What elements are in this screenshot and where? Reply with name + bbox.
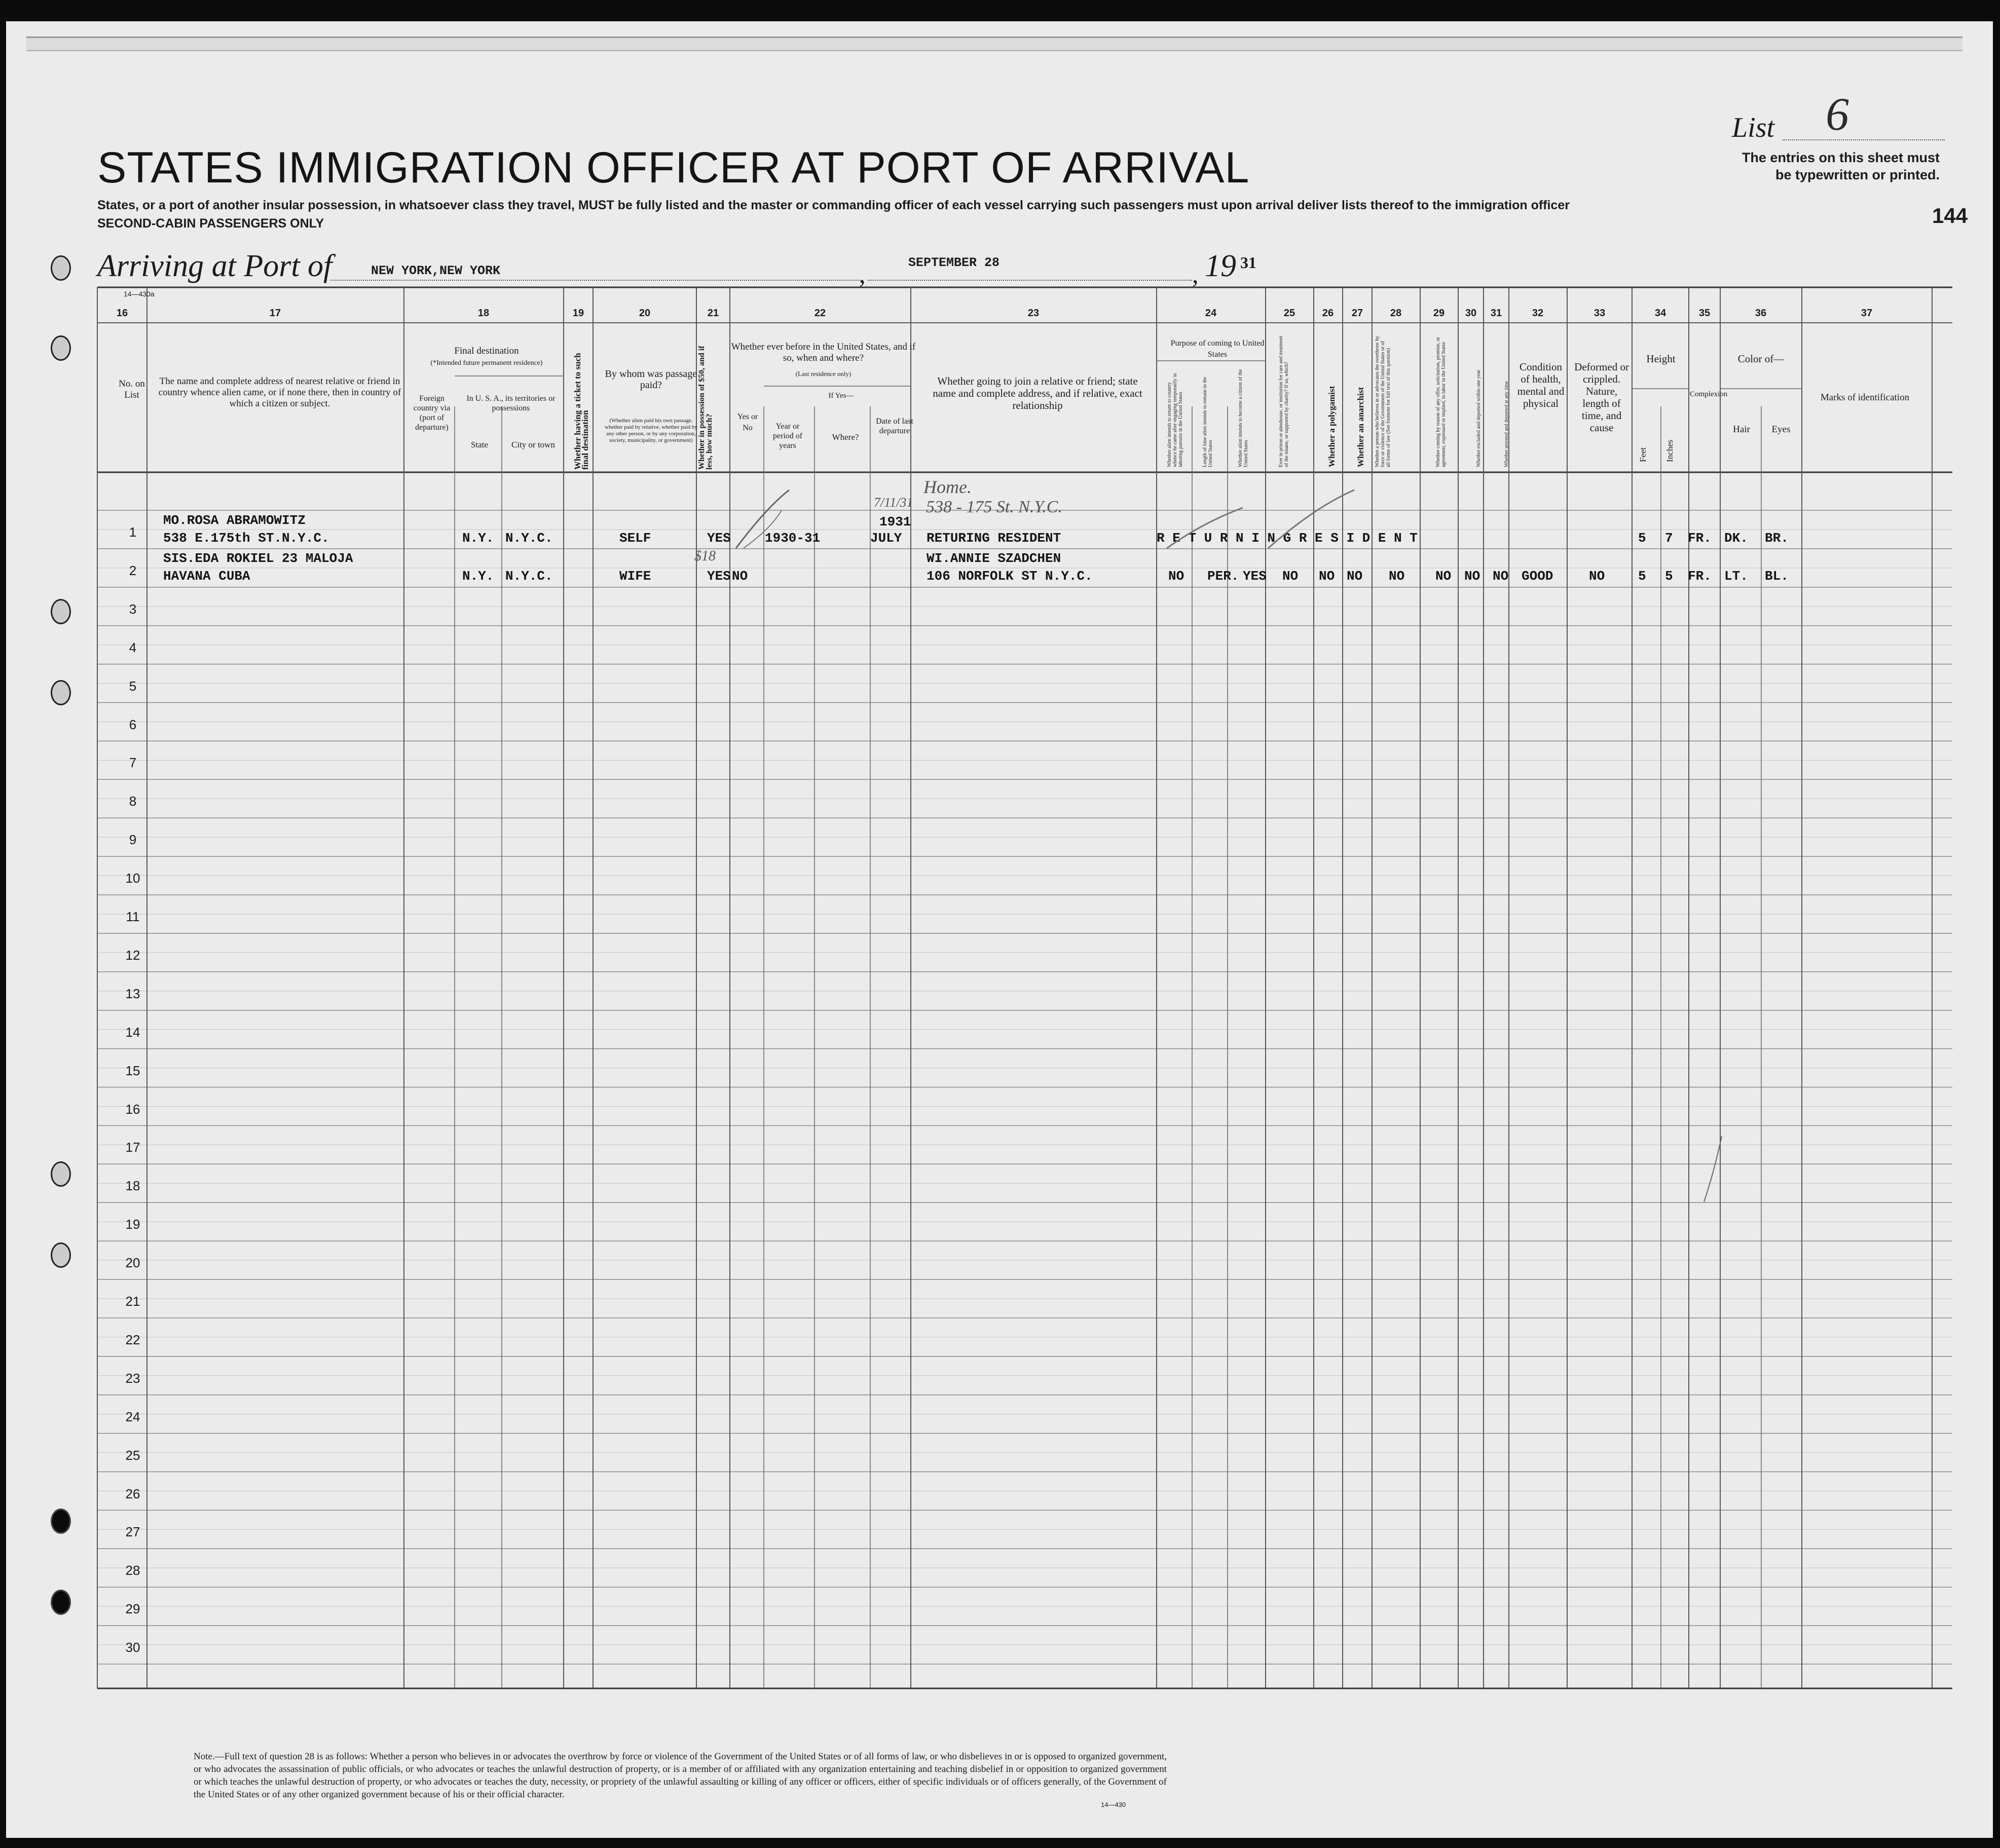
column-number: 36 bbox=[1755, 308, 1767, 319]
pencil-stroke bbox=[1268, 490, 1354, 548]
row-number: 27 bbox=[125, 1524, 140, 1540]
entry-1-state: N.Y. bbox=[462, 531, 494, 546]
header-state: State bbox=[471, 440, 488, 449]
form-number: 14—430a bbox=[124, 290, 155, 298]
header-health: Condition of health, mental and physical bbox=[1517, 361, 1565, 409]
entry-2-join-line-1: WI.ANNIE SZADCHEN bbox=[927, 551, 1061, 566]
row-number: 8 bbox=[129, 794, 137, 809]
year-suffix: 31 bbox=[1240, 253, 1256, 272]
entry-2-complexion: FR. bbox=[1688, 569, 1712, 584]
header-purpose-citizen: Whether alien intends to become a citizen of the United States bbox=[1238, 369, 1249, 467]
entry-2-length: PER. bbox=[1207, 569, 1239, 584]
entry-2-eyes: BL. bbox=[1765, 569, 1789, 584]
entry-1-relative-line-1: MO.ROSA ABRAMOWITZ bbox=[163, 513, 306, 528]
column-number: 16 bbox=[116, 308, 128, 319]
header-feet: Feet bbox=[1638, 447, 1648, 462]
binder-hole bbox=[51, 1590, 71, 1615]
row-number: 22 bbox=[125, 1332, 140, 1347]
entry-1-eyes: BR. bbox=[1765, 531, 1789, 546]
header-relative: The name and complete address of nearest relative or friend in country whence alien came, or if none there, then in country of which a citizen or subject. bbox=[158, 376, 401, 409]
binder-hole bbox=[51, 1508, 71, 1534]
header-last-residence: (Last residence only) bbox=[795, 370, 851, 378]
row-number: 5 bbox=[129, 678, 137, 694]
row-number: 30 bbox=[125, 1640, 140, 1655]
column-number: 30 bbox=[1465, 308, 1477, 319]
column-number: 29 bbox=[1433, 308, 1445, 319]
header-offer: Whether coming by reason of any offer, solicitation, promise, or agreement, expressed or implied, to labor in the United States bbox=[1435, 336, 1447, 467]
entry-2-arrested: NO bbox=[1493, 569, 1509, 584]
column-number: 32 bbox=[1532, 308, 1544, 319]
header-prison: Ever in prison or almshouse, or institution for care and treatment of the insane, or supported by charity? If so, which? bbox=[1278, 335, 1289, 467]
binder-hole bbox=[51, 1242, 71, 1268]
entry-2-before: NO bbox=[732, 569, 748, 584]
entry-1-period: 1930-31 bbox=[765, 531, 821, 546]
column-number: 20 bbox=[639, 308, 651, 319]
header-height: Height bbox=[1646, 353, 1676, 365]
comma: , bbox=[859, 260, 866, 288]
entry-2-health: GOOD bbox=[1522, 569, 1553, 584]
subtitle-line-2: SECOND-CABIN PASSENGERS ONLY bbox=[97, 216, 324, 231]
pencil-stroke bbox=[1704, 1136, 1722, 1202]
column-number: 34 bbox=[1654, 308, 1666, 319]
row-number: 10 bbox=[125, 871, 140, 886]
entry-2-height-feet: 5 bbox=[1638, 569, 1646, 584]
column-number: 25 bbox=[1283, 308, 1295, 319]
entry-2-paid-by: WIFE bbox=[619, 569, 651, 584]
binder-hole bbox=[51, 255, 71, 281]
entry-2-purpose-return: NO bbox=[1168, 569, 1184, 584]
entry-1-departure: JULY bbox=[870, 531, 902, 546]
header-purpose: Purpose of coming to United States bbox=[1170, 339, 1265, 359]
header-where: Where? bbox=[832, 432, 859, 442]
entry-2-join-line-2: 106 NORFOLK ST N.Y.C. bbox=[927, 569, 1093, 584]
year-prefix: 19 bbox=[1205, 249, 1236, 283]
handwritten-money-note: $18 bbox=[694, 548, 716, 564]
header-passage-note: (Whether alien paid his own passage, whether paid by relative, whether paid by any other person, or by any corporation, society, municipality, or government) bbox=[605, 418, 697, 443]
page-mark: 144 bbox=[1932, 204, 1968, 228]
handwritten-home-line-2: 538 - 175 St. N.Y.C. bbox=[926, 498, 1062, 516]
handwritten-date-note: 7/11/31 bbox=[874, 495, 913, 510]
row-number: 23 bbox=[125, 1370, 140, 1386]
entry-2-city: N.Y.C. bbox=[505, 569, 553, 584]
entry-1-departure-year: 1931 bbox=[879, 514, 911, 530]
header-purpose-return: Whether alien intends to return to country whence he came after engaging temporarily in laboring pursuits in the United States bbox=[1167, 373, 1183, 467]
date-value: SEPTEMBER 28 bbox=[908, 255, 1000, 270]
arriving-label: Arriving at Port of bbox=[97, 249, 332, 283]
column-number: 21 bbox=[707, 308, 719, 319]
entry-2-relative-line-1: SIS.EDA ROKIEL 23 MALOJA bbox=[163, 551, 353, 566]
entry-2-anarchist: NO bbox=[1347, 569, 1363, 584]
header-anarchist: Whether an anarchist bbox=[1356, 387, 1365, 467]
row-number: 12 bbox=[125, 947, 140, 963]
header-year-period: Year or period of years bbox=[772, 422, 803, 450]
row-number: 16 bbox=[125, 1101, 140, 1117]
header-ever-before: Whether ever before in the United States, and if so, when and where? bbox=[731, 342, 916, 363]
header-eyes: Eyes bbox=[1771, 424, 1791, 435]
column-number: 27 bbox=[1351, 308, 1363, 319]
row-number: 20 bbox=[125, 1255, 140, 1271]
column-number: 23 bbox=[1027, 308, 1040, 319]
manifest-sheet bbox=[6, 21, 1993, 1838]
footnote: Note.—Full text of question 28 is as follows: Whether a person who believes in or advocates the overthrow by force or violence of the Government of the United States or of all forms of law, or who disbelieves in or is opposed to organized government, or who advocates the assassination of public officials, or who advocates or teaches the unlawful destruction of property, or is a member of or affiliated with any organization entertaining and teaching disbelief in or opposition to organized government or which teaches the unlawful destruction of property, or who advocates or teaches the duty, necessity, or propriety of the unlawful assaulting or killing of any officer or officers, either of specific individuals or of officers generally, of the Government of the United States or of any other organized government because of his or their official character. bbox=[194, 1751, 1167, 1800]
entry-2-deformed: NO bbox=[1589, 569, 1605, 584]
column-number: 24 bbox=[1205, 308, 1217, 319]
entry-2-hair: LT. bbox=[1724, 569, 1748, 584]
handwritten-home-line-1: Home. bbox=[923, 477, 972, 497]
header-final-destination: Final destination bbox=[454, 346, 519, 356]
row-number: 2 bbox=[129, 562, 137, 578]
row-number: 29 bbox=[125, 1601, 140, 1617]
handwritten-strokes bbox=[6, 21, 1993, 1838]
pencil-stroke bbox=[736, 490, 789, 548]
entry-1-paid-by: SELF bbox=[619, 531, 651, 546]
entry-2-height-inches: 5 bbox=[1665, 569, 1673, 584]
column-number: 28 bbox=[1390, 308, 1402, 319]
column-number: 17 bbox=[269, 308, 281, 319]
column-number: 35 bbox=[1698, 308, 1711, 319]
header-if-yes: If Yes— bbox=[828, 392, 854, 400]
header-city: City or town bbox=[511, 440, 555, 449]
entry-1-returning: R E T U R N I N G R E S I D E N T bbox=[1157, 531, 1418, 546]
header-date-last-departure: Date of last departure bbox=[876, 417, 913, 435]
row-number: 21 bbox=[125, 1294, 140, 1309]
entry-2-excluded: NO bbox=[1464, 569, 1480, 584]
header-overthrow: Whether a person who believes in or advocates the overthrow by force or violence of the Government of the United States or of all forms of law (See footnote for full text of this question) bbox=[1375, 335, 1391, 467]
entry-2-state: N.Y. bbox=[462, 569, 494, 584]
header-purpose-length: Length of time alien intends to remain in the United States bbox=[1202, 376, 1213, 467]
page-title: STATES IMMIGRATION OFFICER AT PORT OF ARRIVAL bbox=[97, 143, 1250, 192]
header-inches: Inches bbox=[1665, 439, 1675, 462]
entry-2-money: YES bbox=[707, 569, 731, 584]
entry-1-hair: DK. bbox=[1724, 531, 1748, 546]
header-polygamist: Whether a polygamist bbox=[1327, 386, 1337, 467]
row-number: 26 bbox=[125, 1486, 140, 1501]
subtitle-line-1: States, or a port of another insular possession, in whatsoever class they travel, MUST be fully listed and the master or commanding officer of each vessel carrying such passengers must upon arrival deliver lists thereof to the immigration officer bbox=[97, 198, 1570, 212]
entry-2-polygamist: NO bbox=[1319, 569, 1335, 584]
row-number: 17 bbox=[125, 1140, 140, 1155]
entry-1-relative-line-2: 538 E.175th ST.N.Y.C. bbox=[163, 531, 329, 546]
header-foreign-country: Foreign country via (port of departure) bbox=[413, 394, 451, 432]
row-number: 11 bbox=[126, 909, 140, 924]
row-number: 3 bbox=[129, 601, 137, 617]
row-number: 1 bbox=[129, 524, 137, 540]
header-arrested: Whether arrested and deported at any time bbox=[1504, 381, 1509, 467]
entries-note-line-2: be typewritten or printed. bbox=[1775, 167, 1940, 182]
header-complexion: Complexion bbox=[1690, 390, 1728, 398]
list-label: List bbox=[1732, 112, 1775, 143]
column-number: 22 bbox=[814, 308, 826, 319]
header-hair: Hair bbox=[1733, 424, 1750, 435]
row-number: 7 bbox=[129, 755, 137, 771]
comma: , bbox=[1192, 260, 1199, 288]
row-number: 14 bbox=[125, 1024, 140, 1040]
row-number: 15 bbox=[125, 1063, 140, 1078]
entry-1-city: N.Y.C. bbox=[505, 531, 553, 546]
column-number: 18 bbox=[477, 308, 490, 319]
row-number: 24 bbox=[125, 1409, 140, 1424]
header-final-destination-sub: (*Intended future permanent residence) bbox=[430, 359, 543, 367]
form-number-bottom: 14—430 bbox=[1101, 1801, 1126, 1808]
column-number: 33 bbox=[1594, 308, 1606, 319]
row-number: 25 bbox=[125, 1447, 140, 1463]
row-number: 28 bbox=[125, 1563, 140, 1578]
binder-hole bbox=[51, 1161, 71, 1187]
entry-2-prison: NO bbox=[1282, 569, 1299, 584]
entry-1-money: YES bbox=[707, 531, 731, 546]
row-number: 4 bbox=[129, 639, 137, 655]
binder-hole bbox=[51, 599, 71, 624]
header-excluded: Whether excluded and deported within one year bbox=[1476, 369, 1482, 467]
header-join-relative: Whether going to join a relative or friend; state name and complete address, and if relative, exact relationship bbox=[933, 375, 1142, 411]
header-color: Color of— bbox=[1737, 353, 1785, 365]
row-number: 19 bbox=[125, 1217, 140, 1232]
column-number: 26 bbox=[1322, 308, 1334, 319]
entry-2-offer: NO bbox=[1435, 569, 1452, 584]
entry-2-overthrow: NO bbox=[1389, 569, 1405, 584]
list-number: 6 bbox=[1826, 88, 1849, 140]
pencil-stroke bbox=[1167, 508, 1243, 548]
header-passage-paid: By whom was passage paid? bbox=[605, 368, 697, 391]
entry-1-height-inches: 7 bbox=[1665, 531, 1673, 546]
entry-1-complexion: FR. bbox=[1688, 531, 1712, 546]
header-in-usa: In U. S. A., its territories or possessions bbox=[466, 394, 555, 412]
row-number: 6 bbox=[129, 716, 137, 732]
entry-1-height-feet: 5 bbox=[1638, 531, 1646, 546]
header-ticket: Whether having a ticket to such final destination bbox=[573, 353, 590, 470]
row-number: 18 bbox=[125, 1178, 140, 1194]
entry-2-citizen: YES bbox=[1243, 569, 1267, 584]
entry-1-join: RETURING RESIDENT bbox=[927, 531, 1061, 546]
port-value: NEW YORK,NEW YORK bbox=[371, 263, 501, 278]
column-number: 31 bbox=[1490, 308, 1502, 319]
header-fifty-dollars: Whether in possession of $50, and if less, how much? bbox=[697, 346, 714, 470]
column-number: 37 bbox=[1861, 308, 1873, 319]
header-marks: Marks of identification bbox=[1820, 392, 1910, 403]
binder-hole bbox=[51, 335, 71, 361]
entries-note-line-1: The entries on this sheet must bbox=[1742, 150, 1940, 165]
header-deformed: Deformed or crippled. Nature, length of time, and cause bbox=[1574, 361, 1629, 434]
row-number: 13 bbox=[125, 986, 140, 1001]
entry-2-relative-line-2: HAVANA CUBA bbox=[163, 569, 250, 584]
column-number: 19 bbox=[572, 308, 584, 319]
binder-hole bbox=[51, 680, 71, 705]
row-number: 9 bbox=[129, 832, 137, 848]
header-yes-or-no: Yes or No bbox=[737, 412, 758, 432]
header-no-on-list: No. on List bbox=[119, 379, 145, 400]
